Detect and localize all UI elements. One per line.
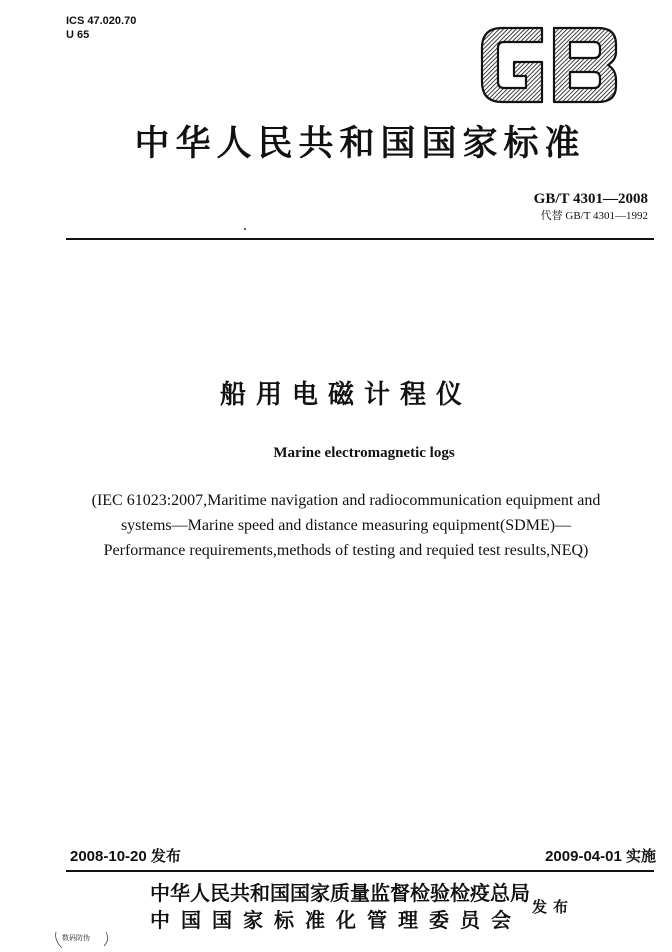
reference-standard xyxy=(26,488,666,563)
issuing-authorities xyxy=(150,880,530,934)
speck-divider-dot xyxy=(244,228,246,230)
chinese-document-title: 船用电磁计程仪 xyxy=(219,380,472,410)
classification-codes xyxy=(66,14,136,42)
standard-number-block xyxy=(534,190,648,223)
gb-logo-text: GB xyxy=(549,106,551,107)
national-standard-title: 中华人民共和国国家标准 xyxy=(134,124,586,164)
issuer-sac: 中国国家标准化管理委员会 xyxy=(150,908,522,932)
issuer-aqsiq: 中华人民共和国国家质量监督检验检疫总局 xyxy=(150,881,530,905)
implementation-date: 2009-04-01 实施 xyxy=(545,848,656,865)
gb-logo-icon xyxy=(476,22,622,108)
reference-line-3: Performance requirements,methods of testing and requied test results,NEQ) xyxy=(103,542,589,559)
publish-label: 发布 xyxy=(532,898,575,916)
header-divider xyxy=(66,238,654,240)
footer-divider xyxy=(66,870,654,872)
reference-line-1: (IEC 61023:2007,Maritime navigation and radiocommunication equipment and xyxy=(91,492,601,509)
issue-date: 2008-10-20 发布 xyxy=(70,848,181,865)
english-document-title: Marine electromagnetic logs xyxy=(273,445,455,461)
reference-line-2: systems—Marine speed and distance measuring equipment(SDME)— xyxy=(120,517,572,534)
ccs-code: U 65 xyxy=(66,29,90,41)
ics-code: ICS 47.020.70 xyxy=(66,15,137,27)
anti-counterfeit-watermark: 数码防伪 xyxy=(62,934,90,942)
replaces-note: 代替 GB/T 4301—1992 xyxy=(540,210,648,222)
standard-number: GB/T 4301—2008 xyxy=(533,191,648,207)
